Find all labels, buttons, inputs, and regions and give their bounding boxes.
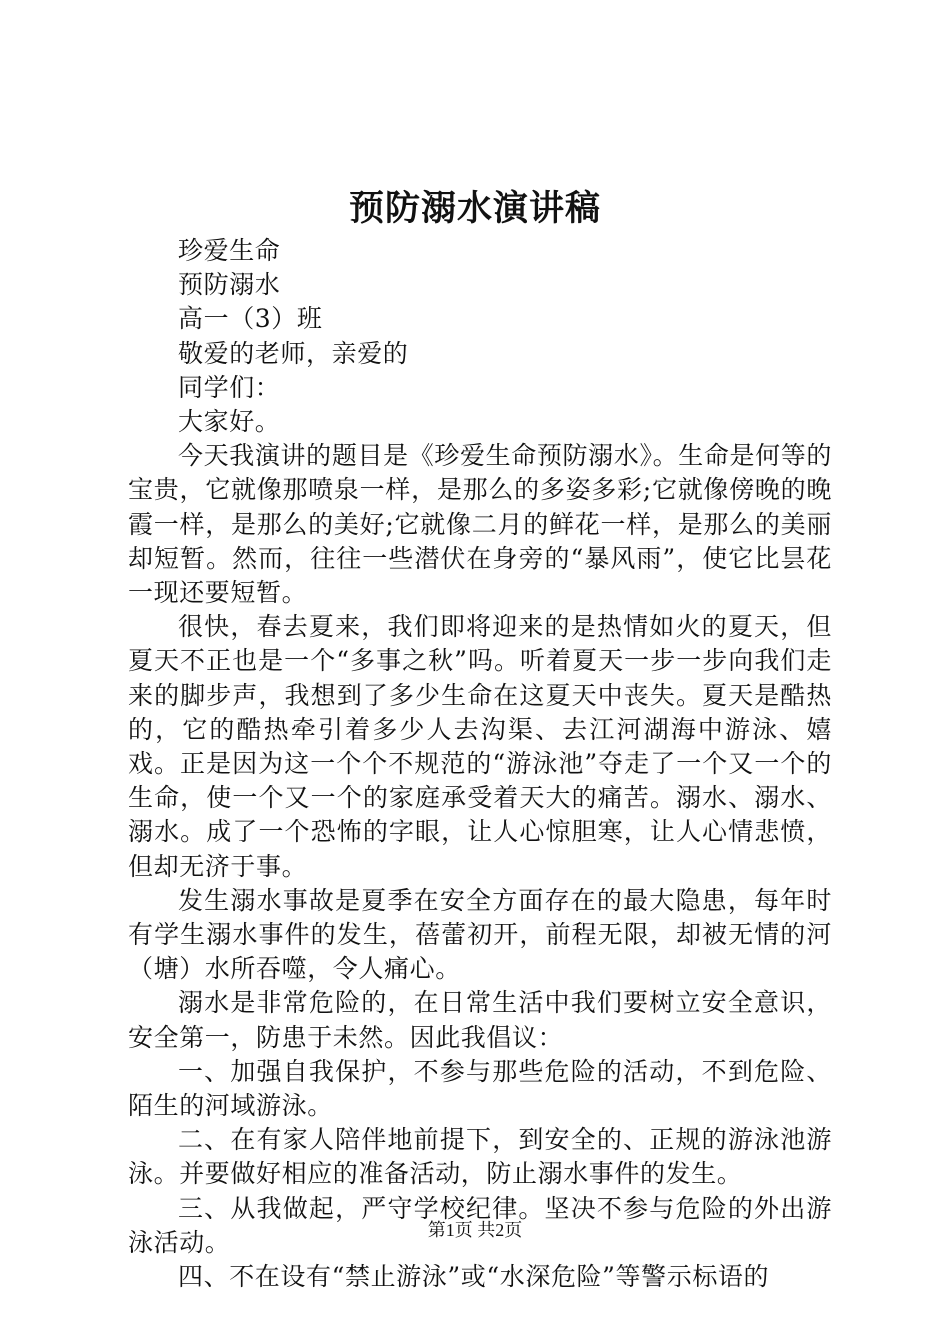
paragraph: 很快，春去夏来，我们即将迎来的是热情如火的夏天，但夏天不正也是一个“多事之秋”吗。听着夏天一步一步向我们走来的脚步声，我想到了多少生命在这夏天中丧失。夏天是酷热的，它的酷热牵引着多少人去沟渠、去江河湖海中游泳、嬉戏。正是因为这一个个不规范的“游泳池”夺走了一个又一个的生命，使一个又一个的家庭承受着天大的痛苦。溺水、溺水、溺水。成了一个恐怖的字眼，让人心惊胆寒，让人心情悲愤，但却无济于事。: [128, 612, 832, 881]
paragraph: 三、从我做起，严守学校纪律。坚决不参与危险的外出游泳活动。: [128, 1193, 832, 1257]
paragraph: 发生溺水事故是夏季在安全方面存在的最大隐患，每年时有学生溺水事件的发生，蓓蕾初开，前程无限，却被无情的河（塘）水所吞噬，令人痛心。: [128, 885, 832, 984]
paragraph: 二、在有家人陪伴地前提下，到安全的、正规的游泳池游泳。并要做好相应的准备活动，防止溺水事件的发生。: [128, 1125, 832, 1189]
paragraph: 一、加强自我保护，不参与那些危险的活动，不到危险、陌生的河域游泳。: [128, 1056, 832, 1121]
paragraph: 大家好。: [178, 407, 281, 437]
paragraph: 珍爱生命: [178, 236, 281, 265]
page-footer: 第1页 共2页: [427, 1220, 523, 1240]
paragraph: 溺水是非常危险的，在日常生活中我们要树立安全意识，安全第一，防患于未然。因此我倡议：: [128, 988, 832, 1052]
paragraph: 敬爱的老师，亲爱的: [178, 338, 409, 368]
paragraph: 同学们：: [178, 372, 281, 402]
paragraph: 今天我演讲的题目是《珍爱生命预防溺水》。生命是何等的宝贵，它就像那喷泉一样，是那么的多姿多彩;它就像傍晚的晚霞一样，是那么的美好;它就像二月的鲜花一样，是那么的美丽却短暂。然而，往往一些潜伏在身旁的“暴风雨”，使它比昙花一现还要短暂。: [128, 441, 832, 608]
document-body: [128, 234, 832, 1294]
paragraph: 预防溺水: [178, 270, 281, 300]
paragraph: 四、不在设有“禁止游泳”或“水深危险”等警示标语的: [178, 1262, 770, 1292]
document-title: 预防溺水演讲稿: [348, 188, 601, 229]
paragraph: 高一（3）班: [178, 304, 323, 334]
